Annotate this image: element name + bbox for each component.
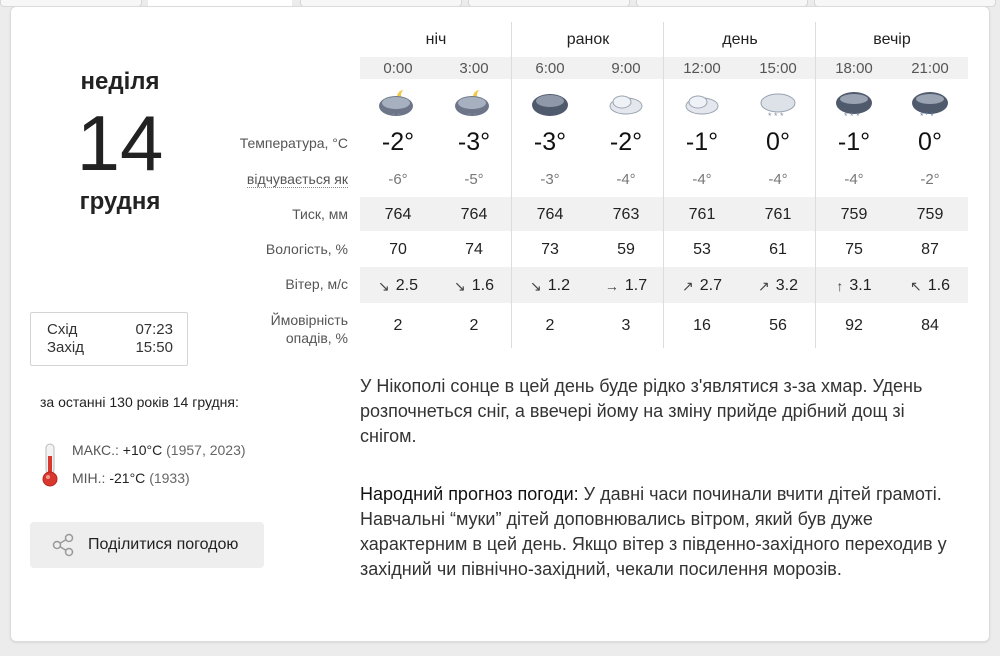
- period-day: день: [722, 31, 758, 48]
- sun-times: [30, 312, 188, 366]
- history-intro: за останні 130 років 14 грудня:: [40, 394, 239, 410]
- temperature-cell: -1°: [685, 128, 719, 156]
- time-cell: 18:00: [835, 60, 873, 77]
- precip-cell: 84: [921, 317, 939, 334]
- dark-cloud-snow-icon: [830, 86, 878, 122]
- record-min-value: -21°C: [109, 470, 146, 486]
- feels-like-cell: -2°: [920, 171, 940, 188]
- wind-cell: [664, 277, 740, 295]
- svg-text:* ′ *: * ′ *: [920, 111, 934, 121]
- feels-like-cell: -4°: [768, 171, 788, 188]
- sunset-label: Захід: [47, 339, 84, 356]
- wind-direction-icon: ↖: [910, 277, 922, 294]
- wind-label: Вітер, м/с: [285, 276, 348, 292]
- record-min-years: (1933): [149, 470, 190, 486]
- wind-cell: [360, 277, 436, 295]
- sunrise-label: Схід: [47, 321, 78, 338]
- dark-cloud-icon: [526, 86, 574, 122]
- feels-like-cell: -5°: [464, 171, 484, 188]
- humidity-cell: 53: [693, 241, 711, 258]
- humidity-cell: 73: [541, 241, 559, 258]
- wind-cell: [588, 277, 664, 295]
- feels-like-cell: -3°: [540, 171, 560, 188]
- humidity-cell: 87: [921, 241, 939, 258]
- day-description: У Нікополі сонце в цей день буде рідко з'являтися з-за хмар. Удень розпочнеться сніг, а ввечері йому на зміну прийде дрібний дощ зі снігом.: [360, 376, 923, 446]
- day-number: 14: [76, 99, 164, 187]
- period-night: ніч: [425, 31, 447, 48]
- period-morning: ранок: [566, 31, 610, 48]
- temperature-label: Температура, °C: [239, 135, 348, 151]
- temperature-cell: -2°: [381, 128, 415, 156]
- pressure-cell: 764: [536, 206, 564, 223]
- humidity-cell: 75: [845, 241, 863, 258]
- cloud-moon-snow-icon: [374, 86, 422, 122]
- precip-cell: 3: [621, 317, 631, 334]
- wind-speed: 3.2: [775, 277, 798, 294]
- wind-cell: [892, 277, 968, 295]
- time-cell: 15:00: [759, 60, 797, 77]
- pressure-cell: 761: [764, 206, 792, 223]
- svg-text:* * *: * * *: [768, 111, 784, 121]
- wind-cell: [512, 277, 588, 295]
- wind-direction-icon: →: [604, 278, 619, 294]
- precip-cell: 2: [393, 317, 403, 334]
- pressure-label: Тиск, мм: [292, 206, 348, 222]
- humidity-cell: 59: [617, 241, 635, 258]
- feels-like-cell: -4°: [616, 171, 636, 188]
- temperature-cell: -3°: [457, 128, 491, 156]
- precip-cell: 2: [469, 317, 479, 334]
- precip-cell: 92: [845, 317, 863, 334]
- wind-direction-icon: ↗: [682, 277, 694, 294]
- wind-speed: 3.1: [849, 277, 872, 294]
- folk-forecast-title: Народний прогноз погоди:: [360, 484, 579, 504]
- wind-direction-icon: ↘: [454, 277, 466, 294]
- share-label: Поділитися погодою: [88, 536, 239, 553]
- precip-cell: 2: [545, 317, 555, 334]
- folk-forecast: [360, 482, 950, 582]
- record-max-label: МАКС.:: [72, 442, 119, 458]
- wind-speed: 1.6: [927, 277, 950, 294]
- humidity-cell: 61: [769, 241, 787, 258]
- weekday: неділя: [80, 68, 160, 95]
- sunrise-time: 07:23: [135, 321, 173, 338]
- period-evening: вечір: [873, 31, 911, 48]
- sunset-time: 15:50: [135, 339, 173, 356]
- wind-speed: 1.6: [471, 277, 494, 294]
- pressure-cell: 764: [384, 206, 412, 223]
- light-cloud-icon: [678, 86, 726, 122]
- temperature-cell: -2°: [609, 128, 643, 156]
- feels-like-cell: -4°: [844, 171, 864, 188]
- record-max-years: (1957, 2023): [166, 442, 246, 458]
- month: грудня: [79, 188, 161, 215]
- precip-label-line1: Ймовірність: [270, 312, 348, 328]
- time-cell: 6:00: [535, 60, 565, 77]
- wind-direction-icon: ↗: [758, 277, 770, 294]
- wind-direction-icon: ↘: [378, 277, 390, 294]
- temperature-cell: -3°: [533, 128, 567, 156]
- precip-cell: 56: [769, 317, 787, 334]
- record-max-value: +10°C: [122, 442, 163, 458]
- wind-direction-icon: ↑: [836, 278, 844, 294]
- wind-speed: 2.5: [395, 277, 418, 294]
- temperature-cell: 0°: [918, 128, 942, 156]
- wind-speed: 1.2: [547, 277, 570, 294]
- pressure-cell: 764: [460, 206, 488, 223]
- pressure-cell: 759: [916, 206, 944, 223]
- svg-text:* *: * *: [392, 112, 401, 121]
- wind-cell: [740, 277, 816, 295]
- cloud-moon-snow-icon: [450, 86, 498, 122]
- svg-text:* * *: * * *: [844, 111, 860, 121]
- humidity-label: Вологість, %: [265, 241, 348, 257]
- temperature-cell: -1°: [837, 128, 871, 156]
- pressure-cell: 759: [840, 206, 868, 223]
- cloud-snow-icon: [754, 86, 802, 122]
- time-cell: 0:00: [383, 60, 413, 77]
- svg-text:* *: * *: [468, 112, 477, 121]
- time-cell: 9:00: [611, 60, 641, 77]
- humidity-cell: 70: [389, 241, 407, 258]
- dark-cloud-rain-snow-icon: [906, 86, 954, 122]
- share-button[interactable]: [30, 522, 264, 568]
- time-cell: 12:00: [683, 60, 721, 77]
- feels-like-label[interactable]: [200, 171, 348, 187]
- time-cell: 3:00: [459, 60, 489, 77]
- wind-cell: [816, 277, 892, 295]
- record-max: [72, 442, 246, 458]
- time-cell: 21:00: [911, 60, 949, 77]
- wind-direction-icon: ↘: [530, 277, 542, 294]
- temperature-cell: 0°: [766, 128, 790, 156]
- feels-like-cell: -6°: [388, 171, 408, 188]
- precip-cell: 16: [693, 317, 711, 334]
- record-min: [72, 470, 190, 486]
- pressure-cell: 761: [688, 206, 716, 223]
- light-cloud-icon: [602, 86, 650, 122]
- humidity-cell: 74: [465, 241, 483, 258]
- precip-label-line2: опадів, %: [285, 330, 348, 346]
- share-icon: [50, 532, 76, 558]
- wind-speed: 1.7: [624, 277, 648, 294]
- feels-like-cell: -4°: [692, 171, 712, 188]
- wind-speed: 2.7: [699, 277, 722, 294]
- thermometer-icon: [40, 442, 60, 488]
- pressure-cell: 763: [612, 206, 640, 223]
- precip-label: [200, 311, 348, 347]
- folk-forecast-text: У давні часи починали вчити дітей грамоті. Навчальні “муки” дітей доповнювались вітром, який був дуже характерним в цей день. Якщо вітер з південно-західного переходив у західний чи північно-західний, чекали посилення морозів.: [360, 484, 947, 579]
- record-min-label: МІН.:: [72, 470, 106, 486]
- wind-cell: [436, 277, 512, 295]
- feels-like-label-text: відчувається як: [246, 171, 348, 187]
